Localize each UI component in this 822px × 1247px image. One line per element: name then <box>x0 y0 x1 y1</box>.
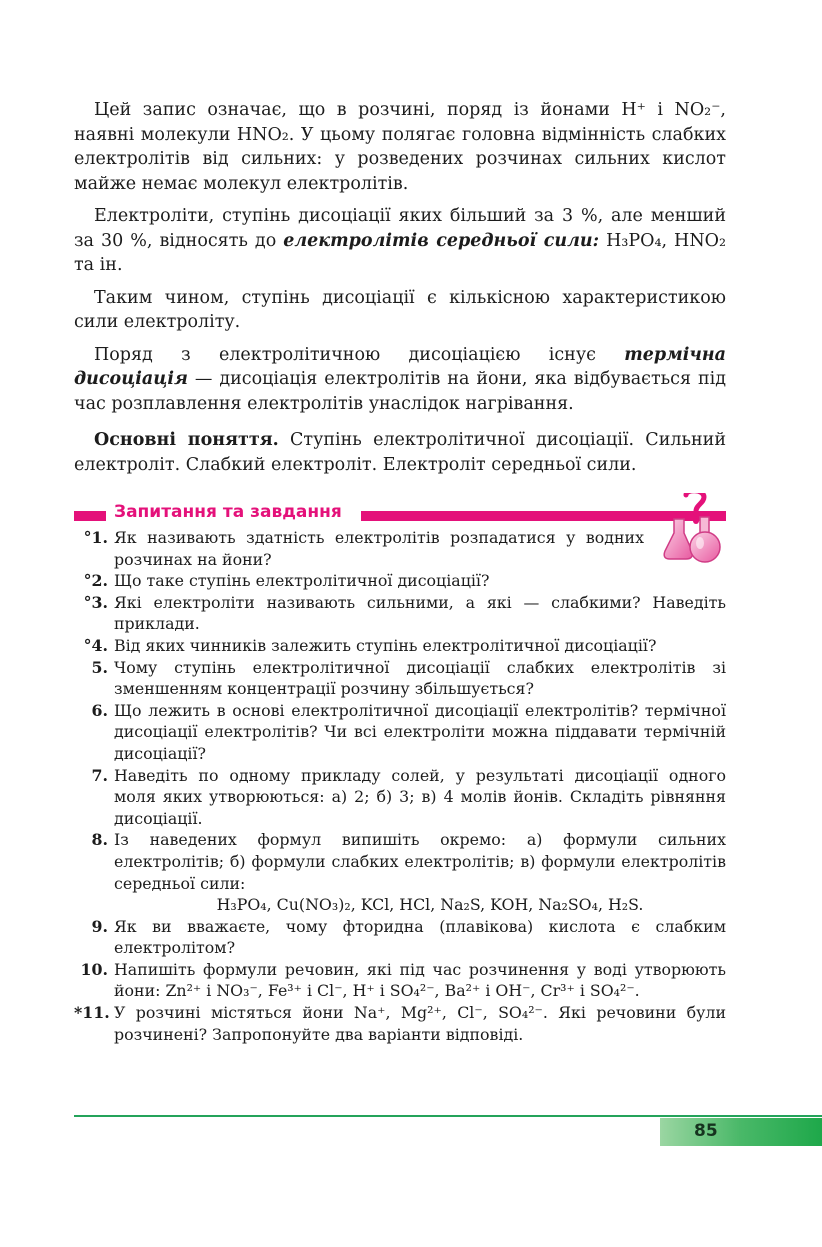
question-item <box>74 592 726 635</box>
question-number: *11. <box>74 1003 110 1023</box>
page-content <box>74 98 726 1045</box>
question-number: °4. <box>83 635 108 655</box>
question-number: °1. <box>83 528 108 547</box>
question-item <box>74 829 726 915</box>
section-title: Запитання та завдання <box>114 502 342 522</box>
question-item <box>74 916 726 959</box>
question-number: 9. <box>91 916 108 936</box>
question-text: Наведіть по одному прикладу солей, у результаті дисоціації одного моля яких утворюються: а) 2; б) 3; в) 4 молів йонів. Складіть рівняння дисоціації. <box>114 765 726 828</box>
question-text: Що таке ступінь електролітичної дисоціації? <box>114 571 490 591</box>
key-concepts <box>74 428 726 477</box>
question-text: У розчині містяться йони Na⁺, Mg²⁺, Cl⁻, SO₄²⁻. Які речовини були розчинені? Запропонуйте два варіанти відповіді. <box>114 1003 726 1044</box>
question-item <box>74 1002 726 1045</box>
question-text: Чому ступінь електролітичної дисоціації слабких електролітів зі зменшенням концентрації розчину збільшується? <box>114 657 726 699</box>
question-text: Від яких чинників залежить ступінь електролітичної дисоціації? <box>114 635 657 655</box>
paragraph-3: Таким чином, ступінь дисоціації є кількісною характеристикою сили електроліту. <box>74 287 726 332</box>
key-concepts-text: Ступінь електролітичної дисоціації. Сильний електроліт. Слабкий електроліт. Електроліт середньої сили. <box>74 430 726 475</box>
term-medium-electrolytes: електролітів середньої сили: <box>283 230 600 251</box>
term-thermal-dissociation: термічна дисоціація <box>74 344 726 389</box>
question-item <box>74 657 726 700</box>
footer-line <box>74 1115 822 1117</box>
page-number: 85 <box>694 1121 718 1141</box>
question-text: Напишіть формули речовин, які під час розчинення у воді утворюють йони: Zn²⁺ і NO₃⁻, Fe³⁺ і Cl⁻, H⁺ і SO₄²⁻, Ba²⁺ і OH⁻, Cr³⁺ і SO₄²⁻. <box>114 959 726 1001</box>
paragraph-4-text-a: Поряд з електролітичною дисоціацією існує <box>94 344 625 365</box>
paragraph-1: Цей запис означає, що в розчині, поряд із йонами H⁺ і NO₂⁻, наявні молекули HNO₂. У цьому полягає головна відмінність слабких електролітів від сильних: у розведених розчинах сильних кислот майже немає молекул електролітів. <box>74 100 726 194</box>
questions-list <box>74 527 726 1045</box>
paragraph-4-text-b: — дисоціація електролітів на йони, яка відбувається під час розплавлення електролітів унаслідок нагрівання. <box>74 369 726 414</box>
question-number: °2. <box>83 571 108 591</box>
question-number: 7. <box>91 765 108 785</box>
question-number: 10. <box>80 959 108 979</box>
paragraph-2-text-a: Електроліти, ступінь дисоціації яких більший за 3 %, але менший за 30 %, відносять до <box>74 206 726 251</box>
paragraph-2-text-b: H₃PO₄, HNO₂ та ін. <box>74 230 726 275</box>
question-item <box>74 700 726 765</box>
question-text: Що лежить в основі електролітичної дисоціації електролітів? термічної дисоціації електролітів? Чи всі електроліти можна піддавати термічній дисоціації? <box>114 700 726 763</box>
paragraph-2 <box>74 204 726 278</box>
question-text: Які електроліти називають сильними, а які — слабкими? Наведіть приклади. <box>114 592 726 634</box>
question-item <box>74 570 726 592</box>
question-number: 8. <box>91 830 108 850</box>
question-text: Із наведених формул випишіть окремо: а) формули сильних електролітів; б) формули слабких електролітів; в) формули електролітів середньої сили: <box>114 830 726 893</box>
question-text: Як називають здатність електролітів розпадатися у водних розчинах на йони? <box>114 528 644 569</box>
question-item <box>74 527 726 570</box>
question-item <box>74 635 726 657</box>
question-number: °3. <box>83 592 108 612</box>
question-text: Як ви вважаєте, чому фторидна (плавікова) кислота є слабким електролітом? <box>114 916 726 958</box>
question-number: 6. <box>91 700 108 720</box>
formula-list: H₃PO₄, Cu(NO₃)₂, KCl, HCl, Na₂S, KOH, Na₂SO₄, H₂S. <box>216 895 644 915</box>
key-concepts-label: Основні поняття. <box>94 430 279 450</box>
question-item <box>74 765 726 830</box>
page-number-tab <box>660 1118 822 1146</box>
section-header <box>74 502 726 527</box>
question-number: 5. <box>91 657 108 677</box>
paragraph-4 <box>74 343 726 417</box>
header-bar-left <box>74 511 106 521</box>
question-item <box>74 959 726 1002</box>
